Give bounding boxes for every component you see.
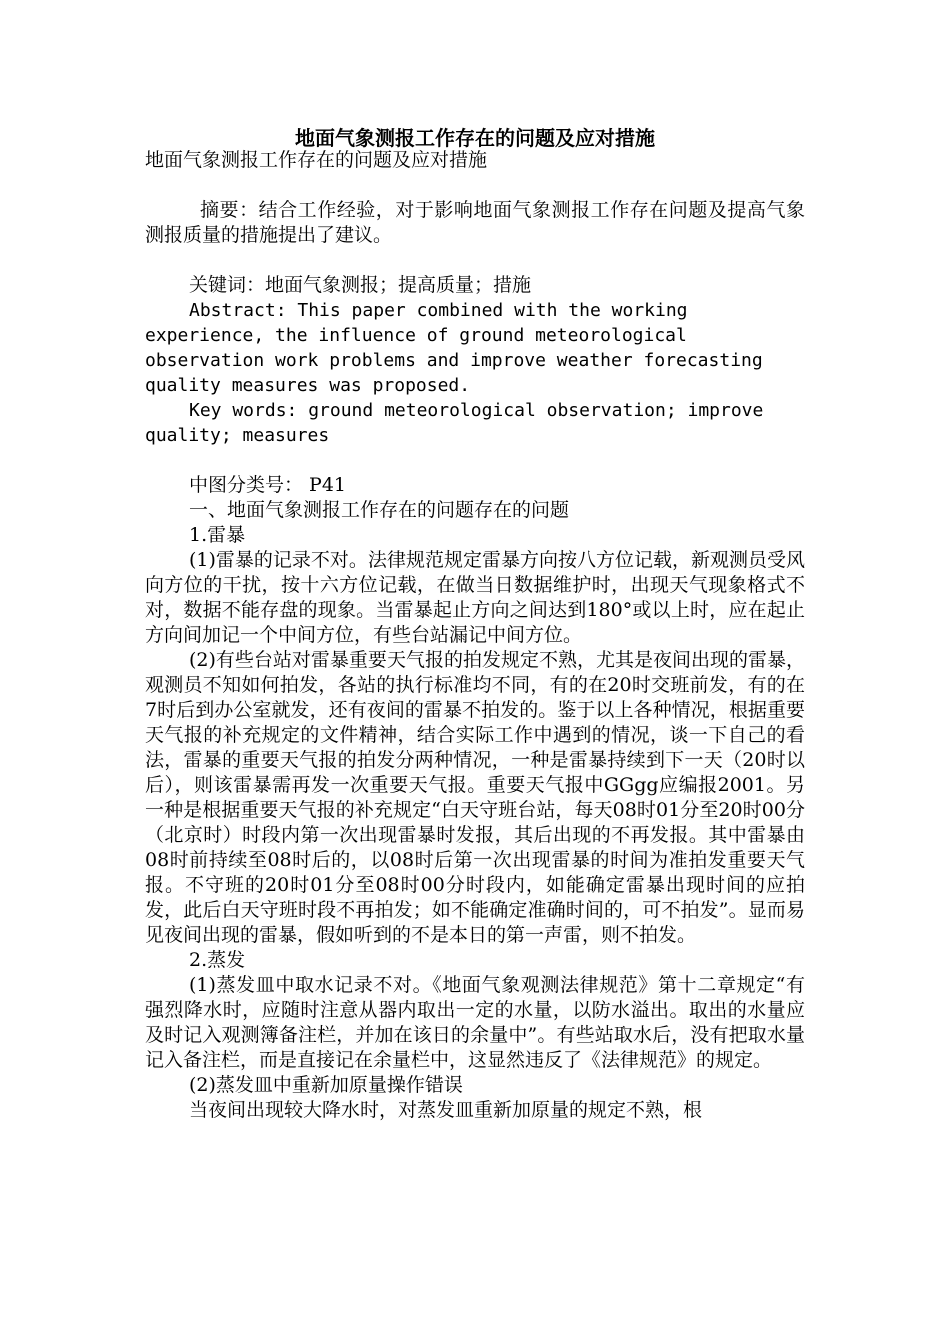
abstract-cn: 摘要：结合工作经验，对于影响地面气象测报工作存在问题及提高气象测报质量的措施提出了建议。 [145, 199, 805, 246]
abstract-en: Abstract: This paper combined with the working experience, the influence of ground meteorological observation work problems and improve weather forecasting quality measures was proposed. [145, 300, 763, 396]
spacer [145, 248, 805, 273]
document-subtitle: 地面气象测报工作存在的问题及应对措施 [145, 149, 488, 171]
subsection-heading: 1.雷暴 [189, 524, 246, 546]
paragraph: (2)蒸发皿中重新加原量操作错误 [189, 1074, 463, 1096]
document-title: 地面气象测报工作存在的问题及应对措施 [295, 126, 655, 150]
paragraph: 当夜间出现较大降水时，对蒸发皿重新加原量的规定不熟，根 [189, 1099, 703, 1121]
document-body [145, 148, 805, 1123]
spacer [145, 173, 805, 198]
paragraph: (1)雷暴的记录不对。法律规范规定雷暴方向按八方位记载，新观测员受风向方位的干扰，按十六方位记载，在做当日数据维护时，出现天气现象格式不对，数据不能存盘的现象。当雷暴起止方向之间达到180°或以上时，应在起止方向间加记一个中间方位，有些台站漏记中间方位。 [145, 549, 805, 646]
keywords-en: Key words: ground meteorological observation; improve quality; measures [145, 400, 764, 446]
spacer [145, 448, 805, 473]
classification-number: 中图分类号： P41 [189, 474, 347, 496]
paragraph: (2)有些台站对雷暴重要天气报的拍发规定不熟，尤其是夜间出现的雷暴，观测员不知如何拍发，各站的执行标准均不同，有的在20时交班前发，有的在7时后到办公室就发，还有夜间的雷暴不拍发的。鉴于以上各种情况，根据重要天气报的补充规定的文件精神，结合实际工作中遇到的情况，谈一下自己的看法，雷暴的重要天气报的拍发分两种情况，一种是雷暴持续到下一天（20时以后），则该雷暴需再发一次重要天气报。重要天气报中GGgg应编报2001。另一种是根据重要天气报的补充规定“白天守班台站，每天08时01分至20时00分（北京时）时段内第一次出现雷暴时发报，其后出现的不再发报。其中雷暴由08时前持续至08时后的，以08时后第一次出现雷暴的时间为准拍发重要天气报。不守班的20时01分至08时00分时段内，如能确定雷暴出现时间的应拍发，此后白天守班时段不再拍发；如不能确定准确时间的，可不拍发”。显而易见夜间出现的雷暴，假如听到的不是本日的第一声雷，则不拍发。 [145, 649, 805, 946]
paragraph: (1)蒸发皿中取水记录不对。《地面气象观测法律规范》第十二章规定“有强烈降水时，应随时注意从器内取出一定的水量，以防水溢出。取出的水量应及时记入观测簿备注栏，并加在该日的余量中”。有些站取水后，没有把取水量记入备注栏，而是直接记在余量栏中，这显然违反了《法律规范》的规定。 [145, 974, 805, 1071]
keywords-cn: 关键词：地面气象测报；提高质量；措施 [189, 274, 532, 296]
section-heading: 一、地面气象测报工作存在的问题存在的问题 [189, 499, 570, 521]
subsection-heading: 2.蒸发 [189, 949, 246, 971]
